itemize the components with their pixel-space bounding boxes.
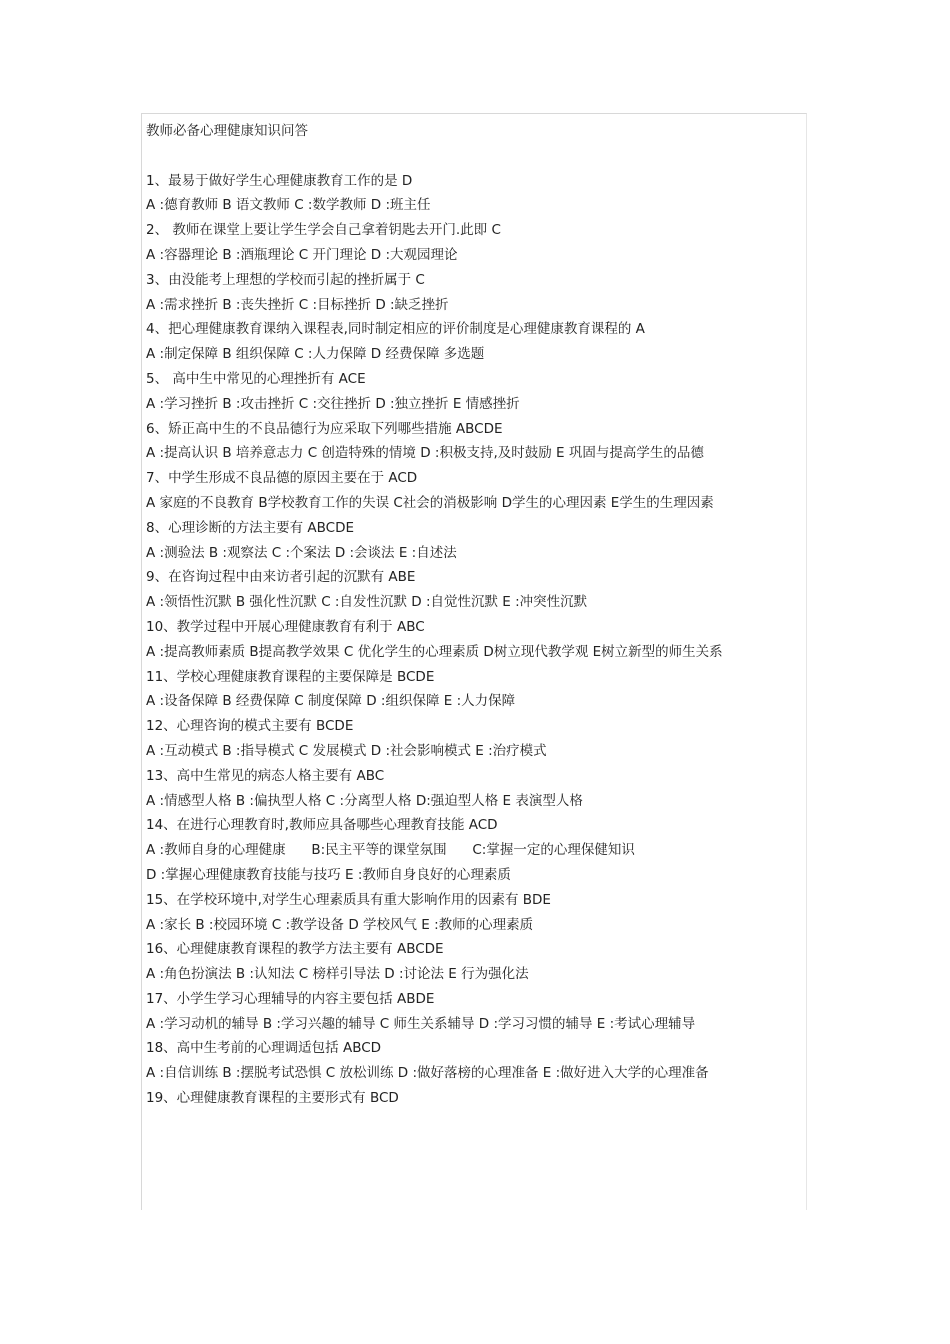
options-16: A :角色扮演法 B :认知法 C 榜样引导法 D :讨论法 E 行为强化法 bbox=[146, 966, 529, 983]
options-8: A :测验法 B :观察法 C :个案法 D :会谈法 E :自述法 bbox=[146, 544, 457, 561]
options-12: A :互动模式 B :指导模式 C 发展模式 D :社会影响模式 E :治疗模式 bbox=[146, 742, 547, 759]
document-page bbox=[141, 113, 807, 1210]
question-3: 3、由没能考上理想的学校而引起的挫折属于 C bbox=[146, 271, 425, 288]
question-11: 11、学校心理健康教育课程的主要保障是 BCDE bbox=[146, 668, 435, 685]
options-14-a: A :教师自身的心理健康 B:民主平等的课堂氛围 C:掌握一定的心理保健知识 bbox=[146, 842, 635, 859]
question-16: 16、心理健康教育课程的教学方法主要有 ABCDE bbox=[146, 941, 444, 958]
options-13: A :情感型人格 B :偏执型人格 C :分离型人格 D:强迫型人格 E 表演型人格 bbox=[146, 792, 583, 809]
options-11: A :设备保障 B 经费保障 C 制度保障 D :组织保障 E :人力保障 bbox=[146, 693, 516, 710]
options-5: A :学习挫折 B :攻击挫折 C :交往挫折 D :独立挫折 E 情感挫折 bbox=[146, 395, 520, 412]
question-14: 14、在进行心理教育时,教师应具备哪些心理教育技能 ACD bbox=[146, 817, 498, 834]
question-12: 12、心理咨询的模式主要有 BCDE bbox=[146, 718, 354, 735]
question-13: 13、高中生常见的病态人格主要有 ABC bbox=[146, 767, 385, 784]
question-7: 7、中学生形成不良品德的原因主要在于 ACD bbox=[146, 470, 418, 487]
question-10: 10、教学过程中开展心理健康教育有利于 ABC bbox=[146, 618, 425, 635]
options-18: A :自信训练 B :摆脱考试恐惧 C 放松训练 D :做好落榜的心理准备 E :做好进入大学的心理准备 bbox=[146, 1065, 709, 1082]
options-10: A :提高教师素质 B提高教学效果 C 优化学生的心理素质 D树立现代教学观 E树立新型的师生关系 bbox=[146, 643, 723, 660]
options-3: A :需求挫折 B :丧失挫折 C :目标挫折 D :缺乏挫折 bbox=[146, 296, 449, 313]
options-4: A :制定保障 B 组织保障 C :人力保障 D 经费保障 多选题 bbox=[146, 346, 485, 363]
blank-line bbox=[146, 144, 807, 169]
options-15: A :家长 B :校园环境 C :教学设备 D 学校风气 E :教师的心理素质 bbox=[146, 916, 534, 933]
question-15: 15、在学校环境中,对学生心理素质具有重大影响作用的因素有 BDE bbox=[146, 891, 551, 908]
options-6: A :提高认识 B 培养意志力 C 创造特殊的情境 D :积极支持,及时鼓励 E 巩固与提高学生的品德 bbox=[146, 445, 704, 462]
options-9: A :领悟性沉默 B 强化性沉默 C :自发性沉默 D :自觉性沉默 E :冲突性沉默 bbox=[146, 594, 588, 611]
question-2: 2、 教师在课堂上要让学生学会自己拿着钥匙去开门.此即 C bbox=[146, 222, 501, 239]
options-14-b: D :掌握心理健康教育技能与技巧 E :教师自身良好的心理素质 bbox=[146, 866, 511, 883]
question-18: 18、高中生考前的心理调适包括 ABCD bbox=[146, 1040, 382, 1057]
options-17: A :学习动机的辅导 B :学习兴趣的辅导 C 师生关系辅导 D :学习习惯的辅导 E :考试心理辅导 bbox=[146, 1015, 696, 1032]
document-title: 教师必备心理健康知识问答 bbox=[146, 123, 308, 139]
question-17: 17、小学生学习心理辅导的内容主要包括 ABDE bbox=[146, 990, 435, 1007]
question-6: 6、矫正高中生的不良品德行为应采取下列哪些措施 ABCDE bbox=[146, 420, 503, 437]
question-8: 8、心理诊断的方法主要有 ABCDE bbox=[146, 519, 354, 536]
question-19: 19、心理健康教育课程的主要形式有 BCD bbox=[146, 1090, 399, 1107]
question-5: 5、 高中生中常见的心理挫折有 ACE bbox=[146, 370, 366, 387]
options-1: A :德育教师 B 语文教师 C :数学教师 D :班主任 bbox=[146, 197, 431, 214]
question-9: 9、在咨询过程中由来访者引起的沉默有 ABE bbox=[146, 569, 416, 586]
question-4: 4、把心理健康教育课纳入课程表,同时制定相应的评价制度是心理健康教育课程的 A bbox=[146, 321, 645, 338]
document-body bbox=[146, 119, 807, 1111]
options-2: A :容器理论 B :酒瓶理论 C 开门理论 D :大观园理论 bbox=[146, 246, 458, 263]
options-7: A 家庭的不良教育 B学校教育工作的失误 C社会的消极影响 D学生的心理因素 E学生的生理因素 bbox=[146, 494, 714, 511]
question-1: 1、最易于做好学生心理健康教育工作的是 D bbox=[146, 172, 413, 189]
